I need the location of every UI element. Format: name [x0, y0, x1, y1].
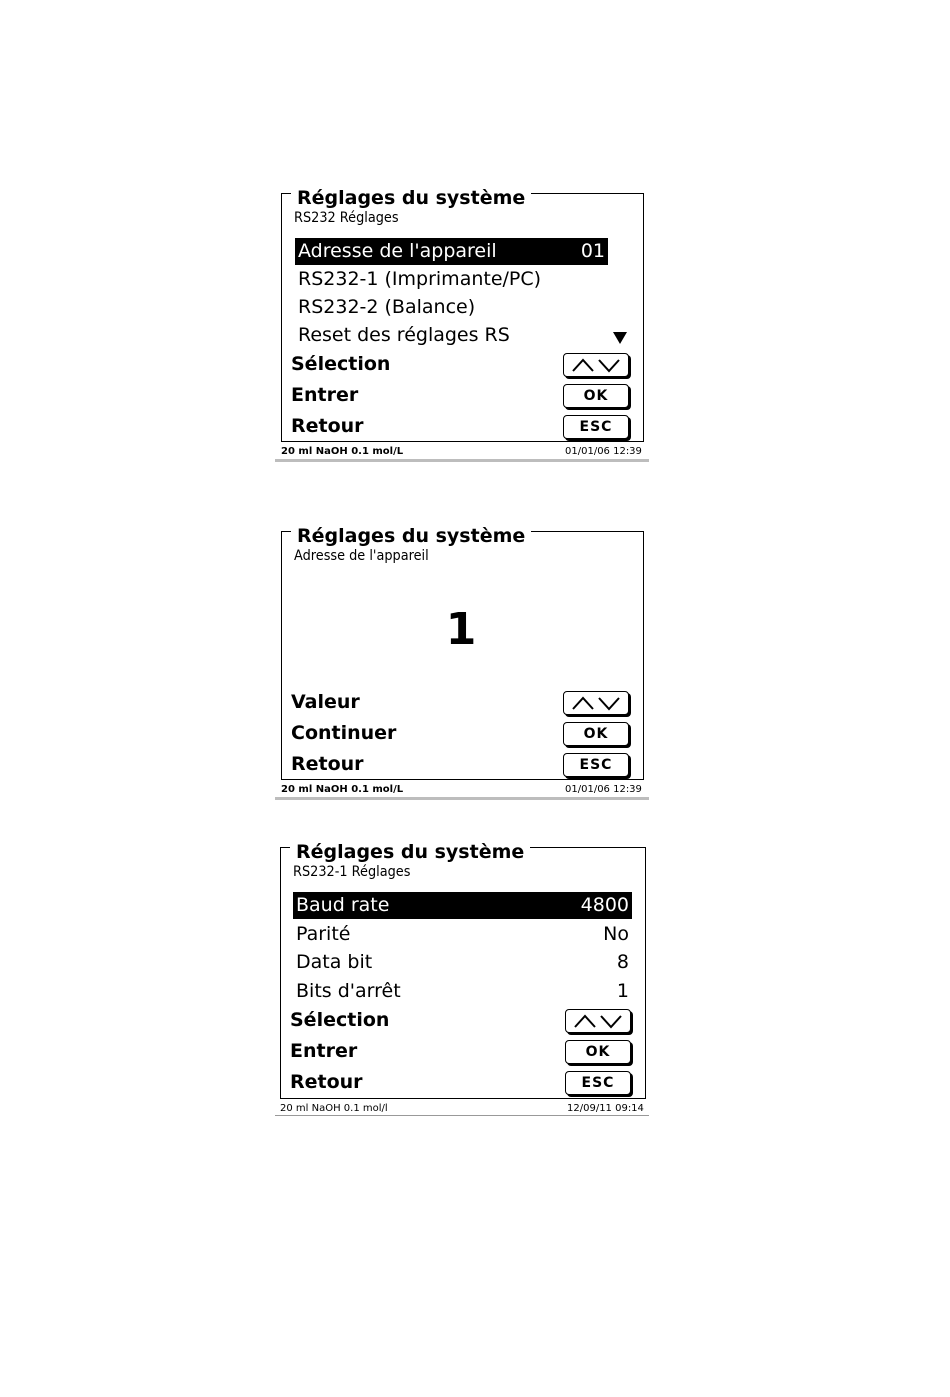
- action-label-enter: Entrer: [290, 1040, 358, 1062]
- screen-title: Réglages du système: [291, 525, 531, 547]
- status-datetime: 12/09/11 09:14: [567, 1103, 644, 1114]
- up-down-arrows-icon[interactable]: [565, 1009, 631, 1033]
- ok-key-button[interactable]: OK: [563, 722, 629, 746]
- menu-item-reset-rs[interactable]: [295, 322, 608, 349]
- up-down-arrows-icon[interactable]: [563, 691, 629, 715]
- menu-item-label: Reset des réglages RS: [298, 324, 510, 346]
- menu-item-value: 01: [580, 240, 605, 262]
- action-label-back: Retour: [291, 415, 364, 437]
- status-underbar: [275, 1115, 649, 1116]
- action-label-enter: Entrer: [291, 384, 359, 406]
- screen-title: Réglages du système: [291, 187, 531, 209]
- action-label-value: Valeur: [291, 691, 360, 713]
- status-datetime: 01/01/06 12:39: [565, 784, 642, 795]
- menu-item-value: 1: [616, 980, 629, 1002]
- ok-key-button[interactable]: OK: [565, 1040, 631, 1064]
- menu-item-label: Adresse de l'appareil: [298, 240, 497, 262]
- action-label-back: Retour: [291, 753, 364, 775]
- esc-key-button[interactable]: ESC: [563, 415, 629, 439]
- status-method: 20 ml NaOH 0.1 mol/L: [281, 446, 404, 457]
- esc-key-button[interactable]: ESC: [565, 1071, 631, 1095]
- menu-item-label: Baud rate: [296, 894, 390, 916]
- address-value[interactable]: 1: [445, 604, 477, 655]
- up-down-arrows-icon[interactable]: [563, 353, 629, 377]
- status-underbar: [275, 459, 649, 462]
- action-label-back: Retour: [290, 1071, 363, 1093]
- menu-item-value: 8: [616, 951, 629, 973]
- menu-item-label: Data bit: [296, 951, 373, 973]
- screen-subtitle: RS232-1 Réglages: [293, 864, 411, 880]
- action-label-continue: Continuer: [291, 722, 397, 744]
- menu-item-parity[interactable]: [293, 921, 632, 948]
- menu-item-baud-rate[interactable]: [293, 892, 632, 919]
- esc-key-button[interactable]: ESC: [563, 753, 629, 777]
- menu-item-rs232-2[interactable]: [295, 294, 608, 321]
- screen-subtitle: Adresse de l'appareil: [294, 548, 429, 564]
- menu-item-data-bit[interactable]: [293, 949, 632, 976]
- action-label-selection: Sélection: [290, 1009, 390, 1031]
- menu-item-stop-bits[interactable]: [293, 978, 632, 1005]
- menu-item-value: 4800: [580, 894, 629, 916]
- menu-item-value: No: [603, 923, 629, 945]
- menu-item-rs232-1[interactable]: [295, 266, 608, 293]
- status-method: 20 ml NaOH 0.1 mol/L: [281, 784, 404, 795]
- screen-subtitle: RS232 Réglages: [294, 210, 399, 226]
- status-method: 20 ml NaOH 0.1 mol/l: [280, 1103, 388, 1114]
- menu-item-label: RS232-2 (Balance): [298, 296, 476, 318]
- menu-item-label: Parité: [296, 923, 351, 945]
- scroll-down-triangle-icon[interactable]: [613, 332, 627, 344]
- menu-item-label: RS232-1 (Imprimante/PC): [298, 268, 542, 290]
- ok-key-button[interactable]: OK: [563, 384, 629, 408]
- menu-item-device-address[interactable]: [295, 238, 608, 265]
- screen-title: Réglages du système: [290, 841, 530, 863]
- menu-item-label: Bits d'arrêt: [296, 980, 401, 1002]
- status-datetime: 01/01/06 12:39: [565, 446, 642, 457]
- action-label-selection: Sélection: [291, 353, 391, 375]
- status-underbar: [275, 797, 649, 800]
